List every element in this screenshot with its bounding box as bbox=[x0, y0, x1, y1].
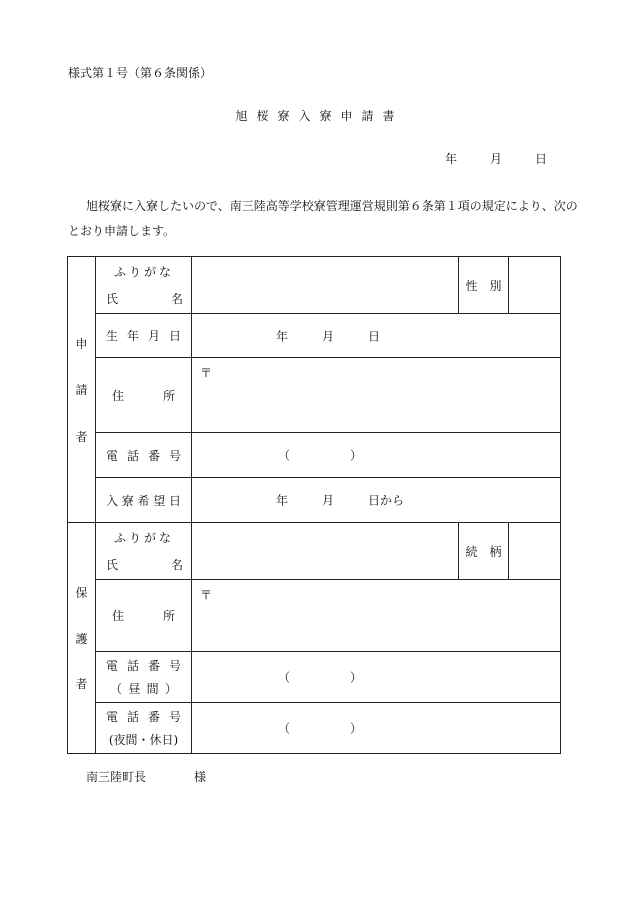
guardian-address-input[interactable] bbox=[192, 580, 561, 652]
guardian-phone-day-row bbox=[68, 652, 561, 703]
guardian-name-row bbox=[68, 523, 561, 580]
guardian-name-label-cell bbox=[96, 523, 192, 580]
form-number: 様式第１号（第６条関係） bbox=[68, 66, 213, 80]
guardian-phone-night-row bbox=[68, 703, 561, 754]
applicant-movein-row bbox=[68, 478, 561, 523]
postal-mark: 〒 bbox=[200, 366, 213, 380]
phone-label bbox=[96, 657, 191, 674]
phone-close-paren: ） bbox=[350, 448, 363, 463]
furigana-char: り bbox=[128, 265, 141, 279]
birth-char: 生 bbox=[106, 329, 119, 343]
birth-date-input[interactable] bbox=[192, 314, 561, 358]
sex-label: 性 別 bbox=[459, 257, 509, 314]
furigana-char: な bbox=[158, 531, 171, 545]
applicant-phone-input[interactable] bbox=[192, 433, 561, 478]
movein-label-cell bbox=[96, 478, 192, 523]
address-label bbox=[96, 387, 191, 404]
daytime-char: （ bbox=[110, 682, 123, 696]
applicant-group-label bbox=[68, 335, 95, 445]
applicant-birth-row bbox=[68, 314, 561, 358]
date-year-label: 年 bbox=[445, 152, 458, 166]
guardian-phone-day-input[interactable] bbox=[192, 652, 561, 703]
furigana-label bbox=[96, 529, 191, 546]
name-label bbox=[96, 556, 191, 573]
guardian-phone-night-label-cell bbox=[96, 703, 192, 754]
movein-char: 入 bbox=[106, 493, 119, 508]
furigana-char: が bbox=[143, 265, 156, 279]
applicant-phone-row bbox=[68, 433, 561, 478]
phone-char: 話 bbox=[126, 659, 139, 673]
phone-char: 番 bbox=[147, 710, 160, 724]
relation-input[interactable] bbox=[509, 523, 561, 580]
birth-label-cell bbox=[96, 314, 192, 358]
birth-year-label: 年 bbox=[276, 329, 289, 343]
daytime-char: 間 bbox=[146, 682, 159, 696]
phone-char: 電 bbox=[106, 448, 119, 463]
furigana-char: が bbox=[143, 531, 156, 545]
address-char: 住 bbox=[112, 609, 125, 623]
document-title-text: 旭桜寮入寮申請書 bbox=[235, 109, 404, 123]
phone-close-paren: ） bbox=[350, 670, 363, 685]
movein-char: 希 bbox=[137, 493, 150, 508]
phone-char: 番 bbox=[147, 448, 160, 463]
night-holiday-sublabel: (夜間・休日) bbox=[108, 733, 179, 747]
applicant-group-char: 請 bbox=[75, 383, 88, 397]
name-char: 氏 bbox=[106, 558, 119, 572]
movein-char: 望 bbox=[153, 493, 166, 508]
movein-year-label: 年 bbox=[276, 493, 289, 508]
guardian-group-char: 保 bbox=[75, 586, 88, 600]
intro-paragraph: 旭桜寮に入寮したいので、南三陸高等学校寮管理運営規則第６条第１項の規定により、次のとおり申請します。 bbox=[68, 199, 578, 238]
phone-char: 号 bbox=[168, 448, 181, 463]
birth-char: 年 bbox=[126, 329, 139, 343]
phone-open-paren: （ bbox=[278, 721, 291, 736]
applicant-address-row bbox=[68, 358, 561, 433]
applicant-name-row bbox=[68, 257, 561, 314]
postal-mark: 〒 bbox=[200, 588, 213, 602]
phone-label-cell bbox=[96, 433, 192, 478]
date-month-label: 月 bbox=[490, 152, 503, 166]
name-label bbox=[96, 290, 191, 307]
guardian-name-input[interactable] bbox=[192, 523, 459, 580]
furigana-char: ふ bbox=[114, 531, 127, 545]
relation-label: 続 柄 bbox=[459, 523, 509, 580]
sex-input[interactable] bbox=[509, 257, 561, 314]
furigana-label bbox=[96, 263, 191, 280]
birth-label bbox=[96, 327, 191, 344]
applicant-name-input[interactable] bbox=[192, 257, 459, 314]
guardian-group-cell bbox=[68, 523, 96, 754]
movein-date-input[interactable] bbox=[192, 478, 561, 523]
phone-label bbox=[96, 708, 191, 725]
furigana-char: な bbox=[158, 265, 171, 279]
addressee bbox=[86, 770, 206, 784]
movein-day-label: 日から bbox=[368, 493, 405, 508]
daytime-sublabel bbox=[96, 680, 191, 697]
applicant-address-input[interactable] bbox=[192, 358, 561, 433]
movein-char: 日 bbox=[168, 493, 181, 508]
address-char: 所 bbox=[162, 609, 175, 623]
daytime-char: 昼 bbox=[128, 682, 141, 696]
guardian-address-label-cell bbox=[96, 580, 192, 652]
addressee-honorific: 様 bbox=[194, 770, 207, 784]
name-char: 名 bbox=[170, 558, 183, 572]
address-label-cell bbox=[96, 358, 192, 433]
phone-char: 話 bbox=[126, 448, 139, 463]
addressee-name: 南三陸町長 bbox=[86, 770, 147, 784]
phone-char: 号 bbox=[168, 659, 181, 673]
daytime-char: ） bbox=[164, 682, 177, 696]
movein-month-label: 月 bbox=[322, 493, 335, 508]
document-title bbox=[0, 109, 630, 123]
birth-month-label: 月 bbox=[322, 329, 335, 343]
guardian-phone-day-label-cell bbox=[96, 652, 192, 703]
date-day-label: 日 bbox=[535, 152, 548, 166]
phone-close-paren: ） bbox=[350, 721, 363, 736]
phone-char: 話 bbox=[126, 710, 139, 724]
guardian-phone-night-input[interactable] bbox=[192, 703, 561, 754]
movein-label bbox=[96, 492, 191, 509]
applicant-group-cell bbox=[68, 257, 96, 523]
address-char: 住 bbox=[112, 388, 125, 403]
birth-char: 日 bbox=[168, 329, 181, 343]
applicant-group-char: 者 bbox=[75, 429, 88, 444]
phone-open-paren: （ bbox=[278, 448, 291, 463]
address-char: 所 bbox=[162, 388, 175, 403]
phone-open-paren: （ bbox=[278, 670, 291, 685]
phone-label bbox=[96, 447, 191, 464]
movein-char: 寮 bbox=[121, 493, 134, 508]
applicant-group-char: 申 bbox=[75, 336, 88, 351]
birth-day-label: 日 bbox=[368, 329, 381, 343]
name-char: 名 bbox=[170, 292, 183, 306]
application-form-table bbox=[67, 256, 561, 754]
address-label bbox=[96, 607, 191, 624]
name-char: 氏 bbox=[106, 292, 119, 306]
furigana-char: り bbox=[128, 531, 141, 545]
phone-char: 電 bbox=[106, 659, 119, 673]
phone-char: 号 bbox=[168, 710, 181, 724]
phone-char: 電 bbox=[106, 710, 119, 724]
guardian-group-label bbox=[68, 584, 95, 692]
guardian-group-char: 者 bbox=[75, 677, 88, 691]
guardian-address-row bbox=[68, 580, 561, 652]
applicant-name-label-cell bbox=[96, 257, 192, 314]
birth-char: 月 bbox=[147, 329, 160, 343]
guardian-group-char: 護 bbox=[75, 631, 88, 646]
furigana-char: ふ bbox=[114, 265, 127, 279]
phone-char: 番 bbox=[147, 659, 160, 673]
